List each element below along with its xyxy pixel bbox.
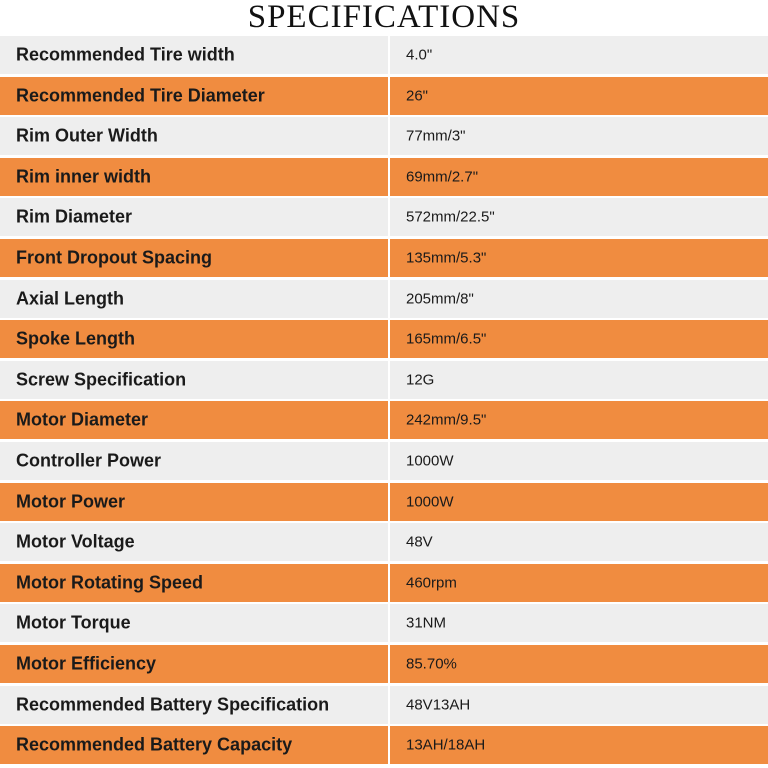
spec-label-cell [0,686,388,724]
spec-label-cell [0,483,388,521]
spec-row [0,483,768,521]
spec-value: 48V [406,533,433,551]
spec-value: 1000W [406,452,454,470]
spec-value: 1000W [406,493,454,511]
spec-label-cell [0,645,388,683]
spec-label: Recommended Tire width [16,44,235,65]
spec-value: 205mm/8" [406,290,474,308]
spec-value-cell [390,686,768,724]
spec-value: 165mm/6.5" [406,330,487,348]
specifications-table [0,36,768,768]
spec-label: Spoke Length [16,328,136,349]
spec-label: Screw Specification [16,369,187,390]
spec-value-cell [390,158,768,196]
spec-row [0,280,768,318]
spec-value-cell [390,564,768,602]
spec-label-cell [0,361,388,399]
spec-value-cell [390,483,768,521]
spec-value-cell [390,36,768,74]
spec-row [0,523,768,561]
spec-value-cell [390,604,768,642]
spec-row [0,401,768,439]
spec-label: Rim inner width [16,166,151,187]
spec-label-cell [0,604,388,642]
spec-label-cell [0,36,388,74]
spec-row [0,117,768,155]
spec-label: Controller Power [16,450,162,471]
spec-value: 48V13AH [406,696,471,714]
spec-row [0,564,768,602]
spec-label: Motor Rotating Speed [16,572,203,593]
spec-value-cell [390,320,768,358]
spec-label: Motor Torque [16,612,131,633]
spec-label-cell [0,117,388,155]
spec-value: 31NM [406,614,447,632]
spec-label: Motor Voltage [16,531,135,552]
spec-row [0,36,768,74]
spec-label: Motor Diameter [16,409,149,430]
spec-value-cell [390,361,768,399]
spec-row [0,442,768,480]
spec-label-cell [0,239,388,277]
spec-label-cell [0,280,388,318]
spec-value: 460rpm [406,574,457,592]
spec-value-cell [390,198,768,236]
spec-value-cell [390,645,768,683]
spec-label: Motor Power [16,491,126,512]
spec-value-cell [390,442,768,480]
spec-label: Rim Outer Width [16,125,158,146]
spec-value-cell [390,523,768,561]
spec-label: Recommended Battery Capacity [16,734,293,755]
spec-value-cell [390,77,768,115]
page-title: SPECIFICATIONS [247,0,521,35]
spec-label: Motor Efficiency [16,653,157,674]
spec-value: 77mm/3" [406,127,466,145]
spec-row [0,726,768,764]
spec-row [0,239,768,277]
spec-label-cell [0,158,388,196]
spec-value: 572mm/22.5" [406,208,495,226]
spec-value-cell [390,401,768,439]
spec-value: 85.70% [406,655,457,673]
spec-value: 13AH/18AH [406,736,486,754]
spec-value: 242mm/9.5" [406,411,487,429]
spec-row [0,604,768,642]
spec-value: 4.0" [406,46,433,64]
spec-value-cell [390,726,768,764]
spec-value-cell [390,239,768,277]
spec-label: Recommended Tire Diameter [16,85,265,106]
spec-row [0,158,768,196]
spec-row [0,198,768,236]
spec-label-cell [0,320,388,358]
spec-value-cell [390,280,768,318]
spec-value: 135mm/5.3" [406,249,487,267]
spec-label-cell [0,442,388,480]
spec-label-cell [0,77,388,115]
spec-row [0,645,768,683]
spec-label: Front Dropout Spacing [16,247,212,268]
spec-label-cell [0,198,388,236]
spec-value: 69mm/2.7" [406,168,479,186]
spec-value: 12G [406,371,435,389]
spec-value-cell [390,117,768,155]
spec-label-cell [0,564,388,602]
spec-row [0,686,768,724]
spec-label: Recommended Battery Specification [16,694,330,715]
spec-row [0,320,768,358]
spec-row [0,77,768,115]
spec-label-cell [0,726,388,764]
spec-label-cell [0,401,388,439]
spec-label: Axial Length [16,288,125,309]
spec-label: Rim Diameter [16,206,133,227]
spec-value: 26" [406,87,429,105]
spec-label-cell [0,523,388,561]
spec-row [0,361,768,399]
